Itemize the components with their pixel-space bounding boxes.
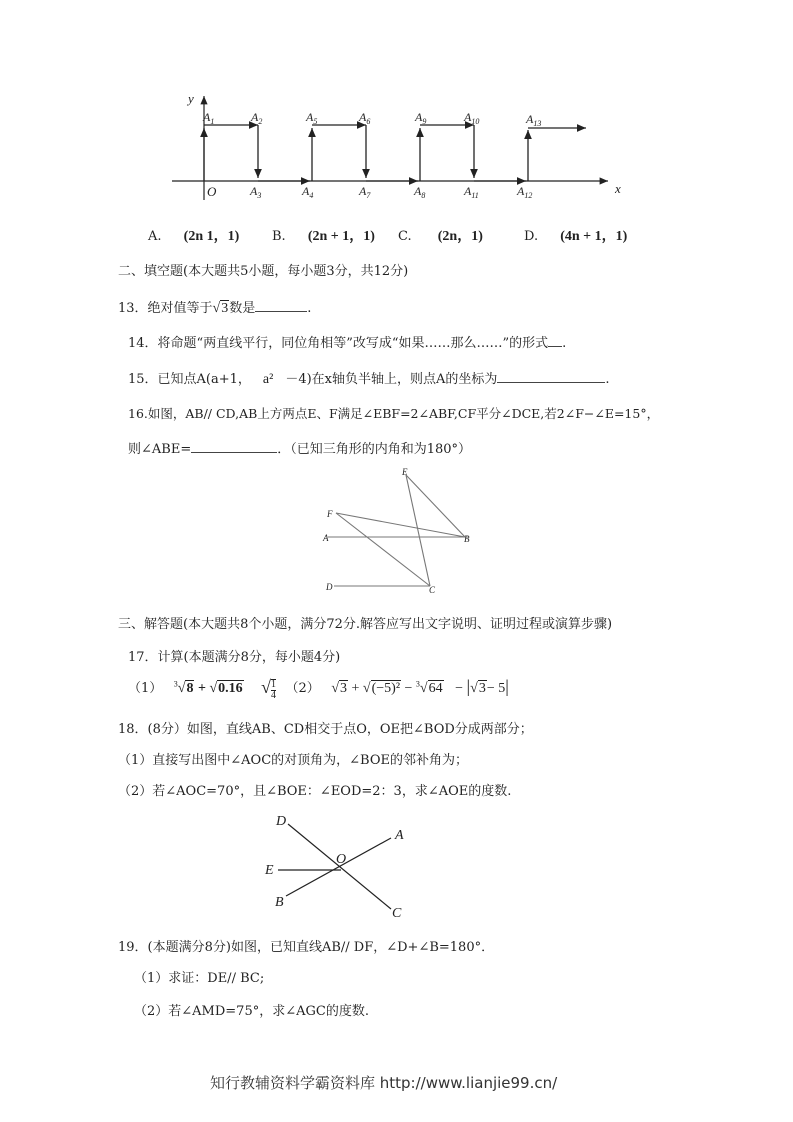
choice-value: (2n + 1，1) (307, 229, 375, 244)
choice-value: (2n 1，1) (183, 229, 240, 244)
point-A: A (395, 828, 404, 843)
label-A11: $A_{11}$ (464, 184, 479, 200)
choice-b[interactable] (272, 225, 375, 245)
choice-letter: C. (398, 229, 412, 244)
label-A6: $A_6$ (359, 110, 371, 126)
origin-label: O (207, 184, 217, 199)
point-F: F (327, 509, 333, 519)
point-C: C (392, 906, 402, 921)
answer-blank[interactable] (191, 440, 277, 453)
label-A2: $A_2$ (251, 110, 263, 126)
question-18-part1: （1）直接写出图中∠AOC的对顶角为，∠BOE的邻补角为； (118, 753, 468, 768)
point-D: D (326, 582, 333, 592)
label-A4: $A_4$ (302, 184, 314, 200)
y-axis-label: y (188, 91, 194, 106)
choice-d[interactable] (524, 225, 627, 245)
label-A10: $A_{10}$ (464, 110, 480, 126)
choice-c[interactable] (398, 225, 483, 245)
choice-value: (2n，1) (437, 229, 483, 244)
point-E: E (402, 467, 408, 477)
part-2-label: （2） (285, 681, 320, 696)
choice-letter: D. (524, 229, 539, 244)
answer-blank[interactable] (255, 299, 307, 312)
question-15: 15．已知点A(a+1， a² －4)在x轴负半轴上，则点A的坐标为 . (128, 372, 610, 387)
parallel-lines-figure (320, 465, 480, 600)
section2-heading: 二、填空题(本大题共5小题，每小题3分，共12分) (118, 264, 409, 279)
point-A: A (323, 533, 329, 543)
question-16-line2: 则∠ABE= ．（已知三角形的内角和为180°） (128, 442, 472, 457)
point-E: E (265, 863, 274, 878)
intersecting-lines-figure (258, 808, 418, 923)
question-13: 13．绝对值等于√3数是 . (118, 301, 312, 316)
choice-letter: A. (148, 229, 162, 244)
question-19-part2: （2）若∠AMD=75°，求∠AGC的度数. (134, 1004, 369, 1019)
question-14: 14．将命题“两直线平行，同位角相等”改写成“如果……那么……”的形式 . (128, 336, 567, 351)
answer-blank[interactable] (497, 370, 605, 383)
choice-letter: B. (272, 229, 286, 244)
answer-blank[interactable] (548, 334, 562, 347)
question-16-line1: 16.如图，AB// CD,AB上方两点E、F满足∠EBF=2∠ABF,CF平分∠DCE,若2∠F−∠E=15°， (128, 406, 660, 421)
point-B: B (464, 534, 470, 544)
section3-heading: 三、解答题(本大题共8个小题，满分72分.解答应写出文字说明、证明过程或演算步骤) (118, 617, 613, 632)
question-18-part2: （2）若∠AOC=70°，且∠BOE：∠EOD=2：3，求∠AOE的度数. (118, 784, 512, 799)
choice-a[interactable] (148, 225, 239, 245)
label-A8: $A_8$ (414, 184, 426, 200)
point-O: O (336, 852, 347, 867)
point-B: B (275, 895, 284, 910)
part-1-label: （1） (128, 681, 163, 696)
label-A13: $A_{13}$ (526, 112, 542, 128)
label-A12: $A_{12}$ (517, 184, 533, 200)
point-C: C (429, 585, 436, 595)
choice-value: (4n + 1，1) (560, 229, 628, 244)
label-A7: $A_7$ (359, 184, 371, 200)
label-A5: $A_5$ (306, 110, 318, 126)
question-18-title: 18．(8分）如图，直线AB、CD相交于点O，OE把∠BOD分成两部分； (118, 722, 533, 737)
label-A9: $A_9$ (415, 110, 427, 126)
x-axis-label: x (615, 181, 621, 196)
coordinate-path-figure (160, 88, 630, 208)
point-D: D (276, 814, 287, 829)
question-17-expressions: （1） $^3$√8 + √0.16 √ $\frac{1}{4}$ （2） √3 + √(−5)² − $^3$√64 − |√3− 5| (128, 676, 509, 701)
question-19-part1: （1）求证：DE// BC; (134, 971, 265, 986)
label-A1: $A_1$ (203, 110, 215, 126)
question-19-title: 19．(本题满分8分)如图，已知直线AB// DF，∠D+∠B=180°． (118, 940, 495, 955)
question-17-title: 17．计算(本题满分8分，每小题4分) (128, 650, 341, 665)
footer-watermark: 知行教辅资料学霸资料库 http://www.lianjie99.cn/ (210, 1074, 558, 1092)
label-A3: $A_3$ (250, 184, 262, 200)
